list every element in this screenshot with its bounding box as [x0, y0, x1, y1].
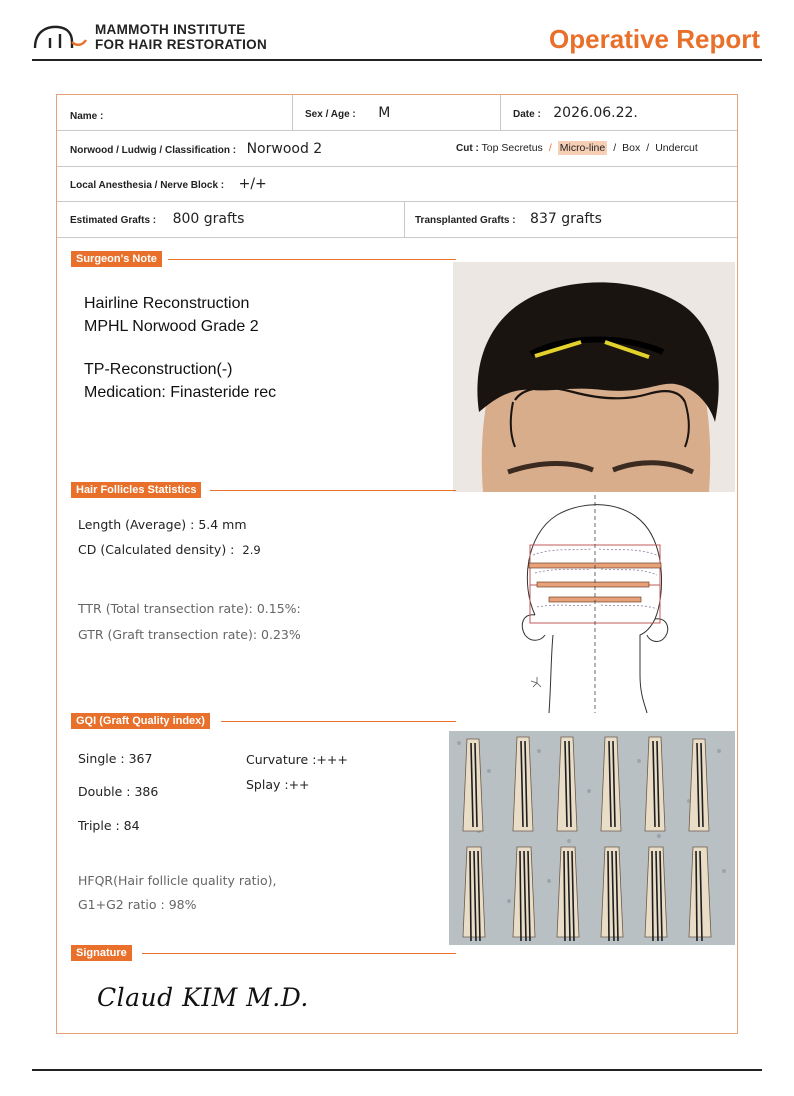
gqi-heading: GQI (Graft Quality index) [71, 713, 210, 729]
cut-option-micro-line: Micro-line [559, 142, 606, 154]
graft-photo [449, 731, 735, 945]
transplanted-grafts-value: 837 grafts [530, 211, 602, 227]
cut-field: Cut : Top Secretus / Micro-line / Box / Undercut [456, 142, 698, 154]
row-divider [57, 166, 737, 167]
ttr-stat: TTR (Total transection rate): 0.15%: [78, 601, 301, 616]
splay-value: Splay :++ [246, 777, 310, 792]
row-divider [57, 237, 737, 238]
note-line: MPHL Norwood Grade 2 [84, 318, 259, 335]
logo-line1: MAMMOTH INSTITUTE [95, 22, 246, 37]
page-title: Operative Report [549, 24, 760, 54]
classification-field [70, 140, 322, 158]
curvature-value: Curvature :+++ [246, 752, 348, 767]
triple-count: Triple : 84 [78, 818, 140, 833]
estimated-grafts-label: Estimated Grafts : [70, 215, 157, 226]
cd-stat [78, 542, 261, 557]
surgeon-note-heading: Surgeon's Note [71, 251, 162, 267]
signature-text: Claud KIM M.D. [97, 983, 309, 1012]
signature-rule [142, 953, 456, 954]
date-value: 2026.06.22. [553, 105, 638, 121]
cut-label: Cut : [456, 143, 479, 154]
double-count: Double : 386 [78, 784, 159, 799]
cut-option-top-secretus: Top Secretus [481, 142, 543, 154]
surgeon-note-text [84, 292, 276, 404]
date-field [513, 104, 638, 122]
note-line: Hairline Reconstruction [84, 295, 250, 312]
name-label: Name : [70, 111, 104, 122]
gqi-rule [221, 721, 456, 722]
row-divider [57, 201, 737, 202]
logo-text [95, 22, 267, 52]
ratio-value: G1+G2 ratio : 98% [78, 897, 197, 912]
col-divider [404, 202, 405, 237]
anesthesia-label: Local Anesthesia / Nerve Block : [70, 180, 225, 191]
classification-value: Norwood 2 [246, 141, 323, 157]
classification-label: Norwood / Ludwig / Classification : [70, 145, 237, 156]
logo [32, 20, 90, 52]
cut-option-undercut: Undercut [655, 142, 698, 154]
estimated-grafts-field [70, 210, 244, 228]
col-divider [292, 95, 293, 130]
anesthesia-field [70, 175, 267, 193]
transplanted-grafts-field [415, 210, 602, 228]
sex-age-label: Sex / Age : [305, 109, 356, 120]
cut-option-box: Box [622, 142, 641, 154]
footer-divider [32, 1069, 762, 1071]
cd-value: 2.9 [242, 543, 261, 557]
follicle-stats-rule [210, 490, 456, 491]
surgeon-note-rule [168, 259, 456, 260]
note-line: Medication: Finasteride rec [84, 384, 277, 401]
estimated-grafts-value: 800 grafts [172, 211, 245, 227]
note-line: TP-Reconstruction(-) [84, 361, 233, 378]
name-field [70, 106, 103, 124]
sex-age-value: M [378, 105, 391, 121]
donor-area-diagram [515, 495, 675, 713]
transplanted-grafts-label: Transplanted Grafts : [415, 215, 516, 226]
single-count: Single : 367 [78, 751, 153, 766]
col-divider [500, 95, 501, 130]
follicle-stats-heading: Hair Follicles Statistics [71, 482, 201, 498]
date-label: Date : [513, 109, 541, 120]
row-divider [57, 130, 737, 131]
cd-label: CD (Calculated density) : [78, 542, 235, 557]
mammoth-logo-icon [32, 20, 90, 52]
gtr-stat: GTR (Graft transection rate): 0.23% [78, 627, 301, 642]
length-stat: Length (Average) : 5.4 mm [78, 517, 247, 532]
hfqr-label: HFQR(Hair follicle quality ratio), [78, 873, 277, 888]
hairline-photo [453, 262, 735, 492]
header-divider [32, 59, 762, 61]
anesthesia-value: +/+ [238, 176, 267, 192]
logo-line2: FOR HAIR RESTORATION [95, 37, 268, 52]
sex-age-field [305, 104, 390, 122]
signature-heading: Signature [71, 945, 132, 961]
